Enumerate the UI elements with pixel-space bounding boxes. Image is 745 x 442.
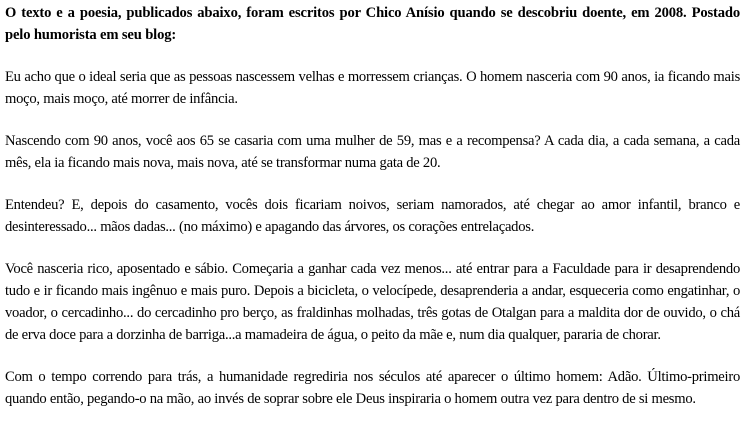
paragraph-1: Eu acho que o ideal seria que as pessoas nascessem velhas e morressem crianças. O homem nasceria com 90 anos, ia ficando mais moço, mais moço, até morrer de infância. [5,69,740,107]
intro-paragraph: O texto e a poesia, publicados abaixo, foram escritos por Chico Anísio quando se descobriu doente, em 2008. Postado pelo humorista em seu blog: [5,5,740,43]
document-body [5,2,740,430]
paragraph-5: Com o tempo correndo para trás, a humanidade regrediria nos séculos até aparecer o último homem: Adão. Último-primeiro quando então, pegando-o na mão, ao invés de soprar sobre ele Deus inspiraria o homem outra vez para dentro de si mesmo. [5,369,740,407]
paragraph-4: Você nasceria rico, aposentado e sábio. Começaria a ganhar cada vez menos... até entrar para a Faculdade para ir desaprendendo tudo e ir ficando mais ingênuo e mais puro. Depois a bicicleta, o velocípede, desaprenderia a andar, esqueceria como engatinhar, o voador, o cercadinho... do cercadinho pro berço, as fraldinhas molhadas, três gotas de Otalgan para a maldita dor de ouvido, o chá de erva doce para a dorzinha de barriga...a mamadeira de água, o peito da mãe e, num dia qualquer, pararia de chorar. [5,261,740,343]
paragraph-3: Entendeu? E, depois do casamento, vocês dois ficariam noivos, seriam namorados, até chegar ao amor infantil, branco e desinteressado... mãos dadas... (no máximo) e apagando das árvores, os corações entrelaçados. [5,197,740,235]
paragraph-2: Nascendo com 90 anos, você aos 65 se casaria com uma mulher de 59, mas e a recompensa? A cada dia, a cada semana, a cada mês, ela ia ficando mais nova, mais nova, até se transformar numa gata de 20. [5,133,740,171]
